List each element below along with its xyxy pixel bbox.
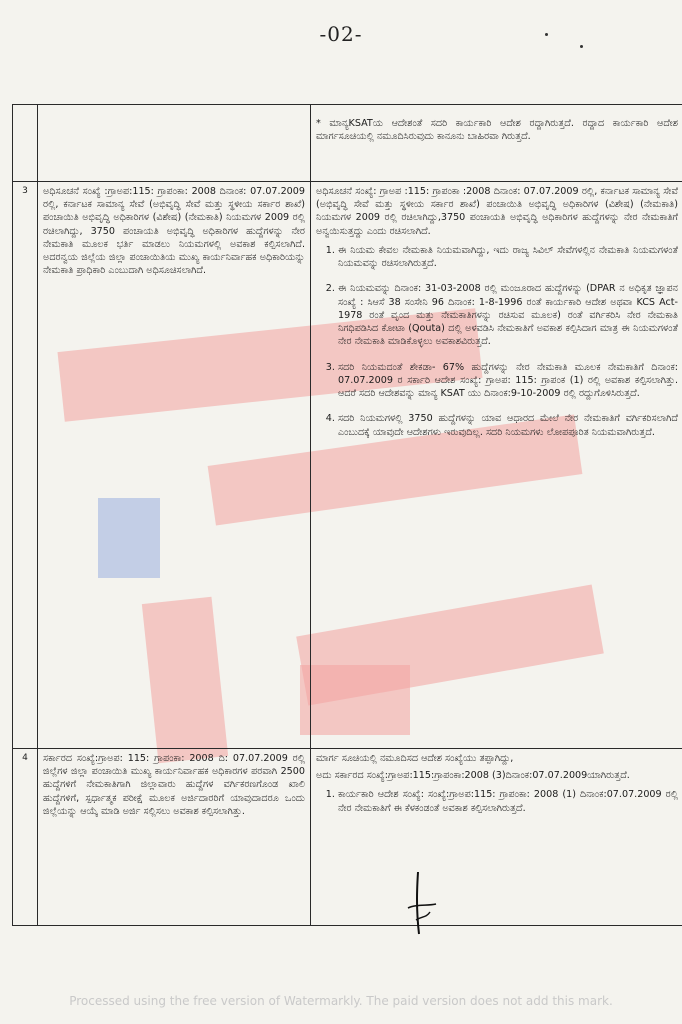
right-cell: [311, 182, 682, 749]
left-cell: [38, 105, 311, 182]
list-item: 3. ಸದರಿ ನಿಯಮದಂತೆ ಶೇಕಡಾ- 67% ಹುದ್ದೆಗಳನ್ನು ನೇರ ನೇಮಕಾತಿ ಮೂಲಕ ನೇಮಕಾತಿಗೆ ದಿನಾಂಕ: 07.07.2009 ರ ಸರ್ಕಾರಿ ಆದೇಶ ಸಂಖ್ಯೆ: ಗ್ರಾಅಪ: 115: ಗ್ರಾಪಂಕ (1) ರಲ್ಲಿ ಅವಕಾಶ ಕಲ್ಪಿಸಲಾಗಿತ್ತು. ಆದರೆ ಸದರಿ ಆದೇಶವನ್ನು ಮಾನ್ಯ KSAT ಯು ದಿನಾಂಕ:9-10-2009 ರಲ್ಲಿ ರದ್ದುಗೊಳಿಸಿರುತ್ತದೆ.: [338, 361, 678, 401]
table-row: [13, 749, 682, 926]
points-list: [316, 244, 678, 439]
list-item: 1. ಈ ನಿಯಮ ಕೇವಲ ನೇಮಕಾತಿ ನಿಯಮವಾಗಿದ್ದು, ಇದು ರಾಜ್ಯ ಸಿವಿಲ್ ಸೇವೆಗಳಲ್ಲಿನ ನೇಮಕಾತಿ ನಿಯಮಗಳಂತೆ ನಿಯಮವನ್ನು ರಚಿಸಲಾಗಿರುತ್ತದೆ.: [338, 244, 678, 270]
left-cell: ಅಧಿಸೂಚನೆ ಸಂಖ್ಯೆ :ಗ್ರಾಅಪ:115: ಗ್ರಾಪಂಕಾ: 2008 ದಿನಾಂಕ: 07.07.2009 ರಲ್ಲಿ, ಕರ್ನಾಟಕ ಸಾಮಾನ್ಯ ಸೇವೆ (ಅಭಿವೃದ್ಧಿ ಸೇವೆ ಮತ್ತು ಸ್ಥಳೀಯ ಸರ್ಕಾರ ಶಾಖೆ) ಪಂಚಾಯಿತಿ ಅಭಿವೃದ್ಧಿ ಅಧಿಕಾರಿಗಳ (ವಿಶೇಷ) (ನೇಮಕಾತಿ) ನಿಯಮಗಳ 2009 ರಲ್ಲಿ ರಚಿಲಾಗಿದ್ದು, 3750 ಪಂಚಾಯತಿ ಅಭಿವೃದ್ಧಿ ಅಧಿಕಾರಿಗಳ ಹುದ್ದೆಗಳನ್ನು ನೇರ ನೇಮಕಾತಿ ಮೂಲಕ ಭರ್ತಿ ಮಾಡಲು ನಿಯಮಗಳಲ್ಲಿ ಅವಕಾಶ ಕಲ್ಪಿಸಲಾಗಿದೆ. ಅದರನ್ವಯ ಜಿಲ್ಲೆಯ ಜಿಲ್ಲಾ ಪಂಚಾಯಿತಿಯ ಮುಖ್ಯ ಕಾರ್ಯನಿರ್ವಾಹಕ ಅಧಿಕಾರಿಯನ್ನು ನೇಮಕಾತಿ ಪ್ರಾಧಿಕಾರಿ ಎಂಬುದಾಗಿ ಅಧಿಸೂಚಿಸಲಾಗಿದೆ.: [38, 182, 311, 749]
serial-cell: 3: [13, 182, 38, 749]
watermark-footer: Processed using the free version of Watermarkly. The paid version does not add this mark.: [69, 994, 613, 1008]
scan-dot: [545, 33, 548, 36]
right-cell: [311, 749, 682, 926]
signature-mark: [402, 868, 442, 938]
table-row: [13, 182, 682, 749]
left-cell: ಸರ್ಕಾರದ ಸಂಖ್ಯೆ:ಗ್ರಾಅಪ: 115: ಗ್ರಾಪಂಕಾ: 2008 ದಿ: 07.07.2009 ರಲ್ಲಿ ಜಿಲ್ಲೆಗಳ ಜಿಲ್ಲಾ ಪಂಚಾಯಿತಿ ಮುಖ್ಯ ಕಾರ್ಯನಿರ್ವಾಹಕ ಅಧಿಕಾರಗಳ ಪರವಾಗಿ 2500 ಹುದ್ದೆಗಳಿಗೆ ನೇಮಕಾತಿಗಾಗಿ ಜಿಲ್ಲಾವಾರು ಹುದ್ದೆಗಳ ವರ್ಗಿಕರಣಗೊಂಡ ಖಾಲಿ ಹುದ್ದೆಗಳಿಗೆ, ಸ್ಪರ್ಧಾತ್ಮಕ ಪರೀಕ್ಷೆ ಮೂಲಕ ಅರ್ಜಿದಾರರಿಗೆ ಯಾವುದಾದರೂ ಒಂದು ಜಿಲ್ಲೆಯನ್ನು ಆಯ್ಕೆ ಮಾಡಿ ಅರ್ಜಿ ಸಲ್ಲಿಸಲು ಅವಕಾಶ ಕಲ್ಪಿಸಲಾಗಿತ್ತು.: [38, 749, 311, 926]
page-number: -02-: [319, 22, 363, 46]
list-item: 1. ಕಾರ್ಯಕಾರಿ ಆದೇಶ ಸಂಖ್ಯೆ: ಸಂಖ್ಯೆ:ಗ್ರಾಅಪ:115: ಗ್ರಾಪಂಕಾ: 2008 (1) ದಿನಾಂಕ:07.07.2009 ರಲ್ಲಿ ನೇರ ನೇಮಕಾತಿಗೆ ಈ ಕೆಳಕಂಡಂತೆ ಅವಕಾಶ ಕಲ್ಪಿಸಲಾಗಿರುತ್ತದೆ.: [338, 788, 678, 814]
right-intro: ಮಾರ್ಗ ಸೂಚಿಯಲ್ಲಿ ನಮೂದಿಸದ ಆದೇಶ ಸಂಖ್ಯೆಯು ತಪ್ಪಾಗಿದ್ದು,: [316, 753, 514, 764]
scan-dot: [580, 45, 583, 48]
list-item: 4. ಸದರಿ ನಿಯಮಗಳಲ್ಲಿ 3750 ಹುದ್ದೆಗಳನ್ನು ಯಾವ ಆಧಾರದ ಮೇಲೆ ನೇರ ನೇಮಕಾತಿಗೆ ವರ್ಗಿಕರಿಸಲಾಗಿದೆ ಎಂಬುದಕ್ಕೆ ಯಾವುದೇ ಆದೇಶಗಳು ಇರುವುದಿಲ್ಲ. ಸದರಿ ನಿಯಮಗಳು ಲೋಪಪೂರಿತ ನಿಯಮವಾಗಿರುತ್ತದೆ.: [338, 412, 678, 438]
document-table: [12, 104, 682, 926]
right-intro: ಅದು ಸರ್ಕಾರದ ಸಂಖ್ಯೆ:ಗ್ರಾಅಪ:115:ಗ್ರಾಪಂಕಾ:2008 (3)ದಿನಾಂಕ:07.07.2009ಯಾಗಿರುತ್ತದೆ.: [316, 770, 630, 782]
serial-cell: 4: [13, 749, 38, 926]
serial-cell: [13, 105, 38, 182]
points-list: [316, 788, 678, 814]
right-intro: ಅಧಿಸೂಚನೆ ಸಂಖ್ಯೆ: ಗ್ರಾಅಪ :115: ಗ್ರಾಪಂಕಾ :2008 ದಿನಾಂಕ: 07.07.2009 ರಲ್ಲಿ, ಕರ್ನಾಟಕ ಸಾಮಾನ್ಯ ಸೇವೆ (ಅಭಿವೃದ್ಧಿ ಸೇವೆ ಮತ್ತು ಸ್ಥಳೀಯ ಸರ್ಕಾರ ಶಾಖೆ) ಪಂಚಾಯಿತಿ ಅಭಿವೃದ್ಧಿ ಅಧಿಕಾರಿಗಳ (ವಿಶೇಷ) (ನೇಮಕಾತಿ) ನಿಯಮಗಳ 2009 ರಲ್ಲಿ ರಚಿಲಾಗಿದ್ದು,3750 ಪಂಚಾಯತಿ ಅಭಿವೃದ್ಧಿ ಅಧಿಕಾರಿಗಳ ಹುದ್ದೆಗಳನ್ನು ನೇರ ನೇಮಕಾತಿಗೆ ಅನ್ವಯಿಸುತ್ತದ್ದು ಎಂದು ರಚಿಸಲಾಗಿದೆ.: [316, 186, 678, 237]
table-row: [13, 105, 682, 182]
right-cell: [311, 105, 682, 182]
list-item: 2. ಈ ನಿಯಮವನ್ನು ದಿನಾಂಕ: 31-03-2008 ರಲ್ಲಿ ಮಂಜೂರಾದ ಹುದ್ದೆಗಳನ್ನು (DPAR ನ ಅಧಿಕೃತ ಜ್ಞಾಪನ ಸಂಖ್ಯೆ : ಸಿಆಸೆ 38 ಸಂಸೇನಿ 96 ದಿನಾಂಕ: 1-8-1996 ರಂತೆ ಕಾರ್ಯಕಾರಿ ಆದೇಶ ಅಥವಾ KCS Act-1978 ರಂತೆ ವೃಂದ ಮತ್ತು ನೇಮಕಾತಿಗಳನ್ನು ರಚಿಸುವ ಮೂಲಕ) ರಂತೆ ವರ್ಗಿಕರಿಸಿ ನೇರ ನೇಮಕಾತಿ ನಿಗಧಿಪಡಿಸಿದ ಕೋಟಾ (Qouta) ದಲ್ಲಿ ಅಳವಡಿಸಿ ನೇಮಕಾತಿಗೆ ಅವಕಾಶ ಕಲ್ಪಿಸಿದಾಗ ಮಾತ್ರ ಈ ನಿಯಮಗಳಂತೆ ನೇರ ನೇಮಕಾತಿ ಮಾಡಿಕೊಳ್ಳಲು ಅವಕಾಶವಿರುತ್ತದೆ.: [338, 282, 678, 348]
right-text: * ಮಾನ್ಯKSATಯ ಆದೇಶಂತೆ ಸದರಿ ಕಾರ್ಯಕಾರಿ ಆದೇಶ ರದ್ದಾಗಿರುತ್ತದೆ. ರದ್ದಾದ ಕಾರ್ಯಕಾರಿ ಆದೇಶ ಮಾರ್ಗಸೂಚಿಯಲ್ಲಿ ನಮೂದಿಸಿರುವುದು ಕಾನೂನು ಬಾಹಿರವಾ ಗಿರುತ್ತದೆ.: [316, 118, 678, 143]
